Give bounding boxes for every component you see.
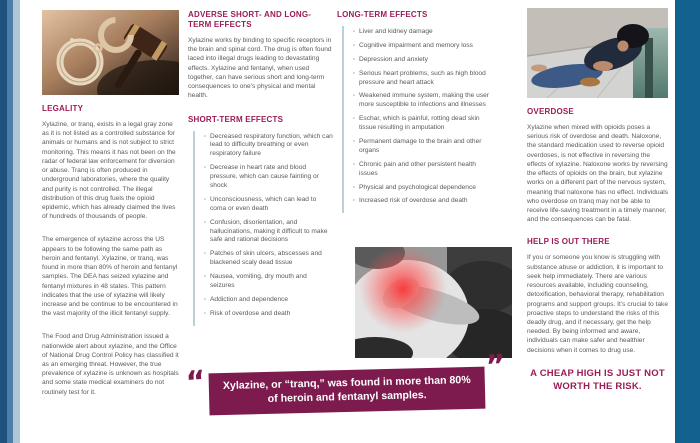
shoe-shape xyxy=(580,78,600,87)
adverse-effects-heading: ADVERSE SHORT- AND LONG-TERM EFFECTS xyxy=(188,10,312,29)
overdose-body: Xylazine when mixed with opioids poses a serious risk of overdose and death. Naloxone, the standard medication used to reverse opioid overdoses, is not effective in reversing the effects of xylazine. Naloxone works by reversing the effects of opioids on the brain, but xylazine works on a different part of the nervous system, meaning that naloxone has no effect. Individuals who overdose on tranq may not be able to receive life-saving treatment in a timely manner, and the consequences can be fatal. xyxy=(527,124,669,224)
short-term-effect-item: · Patches of skin ulcers, abscesses and blackened scaly dead tissue xyxy=(204,250,333,268)
help-heading: HELP IS OUT THERE xyxy=(527,237,610,247)
legality-paragraph: The emergence of xylazine across the US appears to be following the same path as heroin and fentanyl. Xylazine, or tranq, was found in more than 80% of heroin and fentanyl samples. The DEA has seized xylazine and fentanyl mixtures in 48 states. This pattern indicates that the use of xylazine will likely increase and be continue to be encountered in the vast majority of the illicit fentanyl supply. xyxy=(42,236,178,318)
right-page-band xyxy=(675,0,700,443)
short-term-effect-item: · Addiction and dependence xyxy=(204,296,333,305)
foot-shape xyxy=(531,65,547,72)
face-shape xyxy=(618,41,629,52)
short-term-effect-item: · Unconsciousness, which can lead to coma or even death xyxy=(204,196,333,214)
short-term-effects-list xyxy=(193,131,333,326)
left-page-fold-edge xyxy=(0,0,20,443)
quote-banner xyxy=(209,367,486,416)
long-term-effects-list xyxy=(342,26,490,213)
short-term-effect-item: · Decrease in heart rate and blood pressure, which can cause fainting or shock xyxy=(204,164,333,191)
close-quote-icon: ” xyxy=(484,348,507,385)
chest-pain-glow xyxy=(359,247,447,333)
heart-attack-photo xyxy=(355,247,512,358)
long-term-effects-heading: LONG-TERM EFFECTS xyxy=(337,10,428,19)
help-body: If you or someone you know is struggling with substance abuse or addiction, it is important to seek help immediately. There are various resources available, including counseling, detoxification, behavioral therapy, rehabilitation programs and support groups. It’s crucial to take proactive steps to understand the risks of this deadly drug, and if necessary, get the help needed. By being informed and aware, individuals can make safer and healthier decisions when it comes to drug use. xyxy=(527,254,668,354)
tagline: A CHEAP HIGH IS JUST NOT WORTH THE RISK. xyxy=(530,367,665,392)
legality-paragraph: The Food and Drug Administration issued a nationwide alert about xylazine, and the Office of National Drug Control Policy has classified it as an emerging threat. However, the true prevalence of xylazine is unknown as hospitals and some state medical examiners do not routinely test for it. xyxy=(42,333,179,396)
short-term-effect-item: · Risk of overdose and death xyxy=(204,310,333,319)
legality-paragraphs xyxy=(42,120,179,397)
overdose-heading: OVERDOSE xyxy=(527,107,574,116)
long-term-effect-item: · Permanent damage to the brain and other organs xyxy=(353,138,490,156)
overdose-column xyxy=(527,8,668,393)
adverse-effects-column xyxy=(188,10,333,326)
short-term-effects-heading: SHORT-TERM EFFECTS xyxy=(188,114,284,124)
open-quote-icon: “ xyxy=(184,364,207,401)
overdose-photo xyxy=(527,8,668,98)
long-term-effect-item: · Chronic pain and other persistent health issues xyxy=(353,161,490,179)
short-term-effect-item: · Nausea, vomiting, dry mouth and seizures xyxy=(204,273,333,291)
legality-heading: LEGALITY xyxy=(42,104,84,113)
long-term-effect-item: · Physical and psychological dependence xyxy=(353,184,490,193)
long-term-effect-item: · Eschar, which is painful, rotting dead skin tissue resulting in amputation xyxy=(353,115,490,133)
long-term-effect-item: · Depression and anxiety xyxy=(353,56,490,65)
hand-shape xyxy=(593,61,613,71)
adverse-effects-intro: Xylazine works by binding to specific receptors in the brain and spinal cord. The drug is often found laced into illegal drugs leading to devastating effects. Xylazine and fentanyl, when used together, can have serious short and long-term consequences to one’s physical and mental health. xyxy=(188,37,332,100)
short-term-effect-item: · Confusion, disorientation, and hallucinations, making it difficult to make safe and rational decisions xyxy=(204,219,333,246)
legality-column xyxy=(42,10,179,411)
long-term-effect-item: · Increased risk of overdose and death xyxy=(353,197,490,206)
quote-banner-text: Xylazine, or “tranq,” was found in more than 80% of heroin and fentanyl samples. xyxy=(222,374,471,405)
long-term-effect-item: · Cognitive impairment and memory loss xyxy=(353,42,490,51)
short-term-effect-item: · Decreased respiratory function, which can lead to difficulty breathing or even respiratory failure xyxy=(204,133,333,160)
long-term-effect-item: · Liver and kidney damage xyxy=(353,28,490,37)
handcuffs-and-gavel-photo xyxy=(42,10,179,95)
long-term-effect-item: · Weakened immune system, making the user more susceptible to infections and illnesses xyxy=(353,92,490,110)
long-term-effect-item: · Serious heart problems, such as high blood pressure and heart attack xyxy=(353,70,490,88)
long-term-effects-column xyxy=(337,10,490,213)
legality-paragraph: Xylazine, or tranq, exists in a legal gray zone as it is not listed as a controlled substance for animals or humans and is not subject to strict monitoring. This means it has not been on the radar of federal law enforcement for diversion or abuse. Tranq is often produced in underground laboratories, where the quality and purity is not controlled. The illegal distribution of this drug fuels the opioid epidemic, which has already claimed the lives of hundreds of thousands of people. xyxy=(42,121,176,221)
